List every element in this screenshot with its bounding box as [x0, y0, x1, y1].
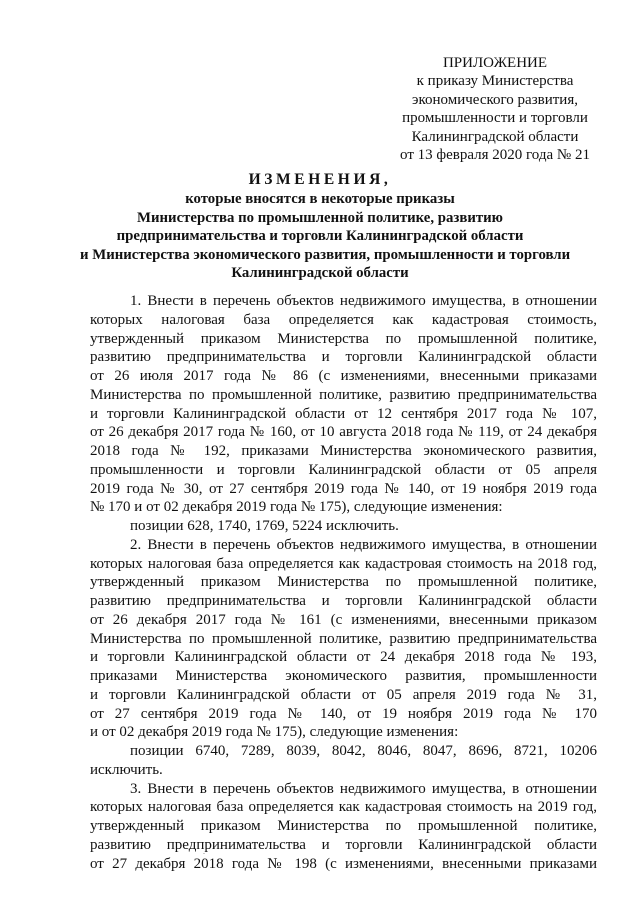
text-line: развитию предпринимательства и торговли Калининградской области	[90, 593, 597, 609]
text-line: которых налоговая база определяется как кадастровая стоимость на 2018 год,	[90, 555, 597, 572]
scan-speck	[203, 853, 205, 854]
title-subline: Министерства по промышленной политике, развитию	[137, 209, 503, 226]
text-line: от 26 декабря 2017 года № 160, от 10 августа 2018 года № 119, от 24 декабря	[90, 424, 597, 441]
text-line: от 26 июля 2017 года № 86 (с изменениями, внесенными приказами	[90, 368, 597, 384]
text-line: приказами Министерства экономического развития, промышленности	[90, 668, 597, 684]
title-subline: которые вносятся в некоторые приказы	[185, 191, 455, 207]
title-main: ИЗМЕНЕНИЯ,	[248, 171, 392, 188]
appendix-line: от 13 февраля 2020 года № 21	[400, 147, 590, 164]
text-line: которых налоговая база определяется как кадастровая стоимость,	[90, 311, 597, 328]
text-line: 2018 года № 192, приказами Министерства экономического развития,	[90, 443, 597, 459]
document-title	[80, 170, 571, 283]
text-line: развитию предпринимательства и торговли Калининградской области	[90, 349, 597, 366]
appendix-line: Калининградской области	[411, 128, 579, 145]
text-line: от 26 декабря 2017 года № 161 (с изменениями, внесенными приказом	[90, 611, 597, 628]
paragraph-2	[90, 536, 597, 780]
text-line: 2. Внести в перечень объектов недвижимого имущества, в отношении	[130, 536, 597, 553]
text-line: и торговли Калининградской области от 12 сентября 2017 года № 107,	[90, 405, 597, 422]
paragraph-1	[90, 292, 597, 536]
text-line: и от 02 декабря 2019 года № 175), следующие изменения:	[90, 724, 459, 741]
text-line: промышленности и торговли Калининградской области от 05 апреля	[90, 461, 597, 478]
text-line: утвержденный приказом Министерства по промышленной политике,	[90, 330, 597, 347]
text-line: развитию предпринимательства и торговли Калининградской области	[90, 836, 597, 853]
appendix-line: экономического развития,	[412, 91, 578, 108]
text-line: позиции 6740, 7289, 8039, 8042, 8046, 8047, 8696, 8721, 10206	[130, 743, 597, 759]
text-line: Министерства по промышленной политике, развитию предпринимательства	[90, 386, 597, 403]
text-line: утвержденный приказом Министерства по промышленной политике,	[90, 574, 597, 591]
text-line: и торговли Калининградской области от 24 декабря 2018 года № 193,	[90, 649, 597, 666]
document-body	[90, 292, 597, 873]
appendix-line: к приказу Министерства	[416, 73, 574, 90]
appendix-header	[400, 54, 590, 164]
title-subline: Калининградской области	[231, 265, 409, 282]
title-subline: и Министерства экономического развития, промышленности и торговли	[80, 246, 571, 263]
text-line: от 27 декабря 2018 года № 198 (с изменениями, внесенными приказами	[90, 855, 597, 872]
text-line: от 27 сентября 2019 года № 140, от 19 ноября 2019 года № 170	[90, 705, 597, 722]
text-line: № 170 и от 02 декабря 2019 года № 175), следующие изменения:	[90, 499, 503, 516]
text-line: которых налоговая база определяется как кадастровая стоимость на 2019 год,	[90, 799, 597, 816]
text-line: утвержденный приказом Министерства по промышленной политике,	[90, 818, 597, 834]
title-subline: предпринимательства и торговли Калининградской области	[116, 228, 524, 245]
text-line: исключить.	[90, 761, 163, 778]
text-line: и торговли Калининградской области от 05 апреля 2019 года № 31,	[90, 686, 597, 703]
text-line: 2019 года № 30, от 27 сентября 2019 года № 140, от 19 ноября 2019 года	[90, 480, 597, 497]
appendix-line: промышленности и торговли	[402, 110, 588, 127]
appendix-line: ПРИЛОЖЕНИЕ	[442, 55, 548, 71]
text-line: 3. Внести в перечень объектов недвижимого имущества, в отношении	[130, 780, 597, 797]
paragraph-3	[90, 780, 597, 874]
text-line: 1. Внести в перечень объектов недвижимого имущества, в отношении	[130, 293, 597, 309]
text-line: позиции 628, 1740, 1769, 5224 исключить.	[130, 518, 399, 534]
text-line: Министерства по промышленной политике, развитию предпринимательства	[90, 630, 597, 647]
